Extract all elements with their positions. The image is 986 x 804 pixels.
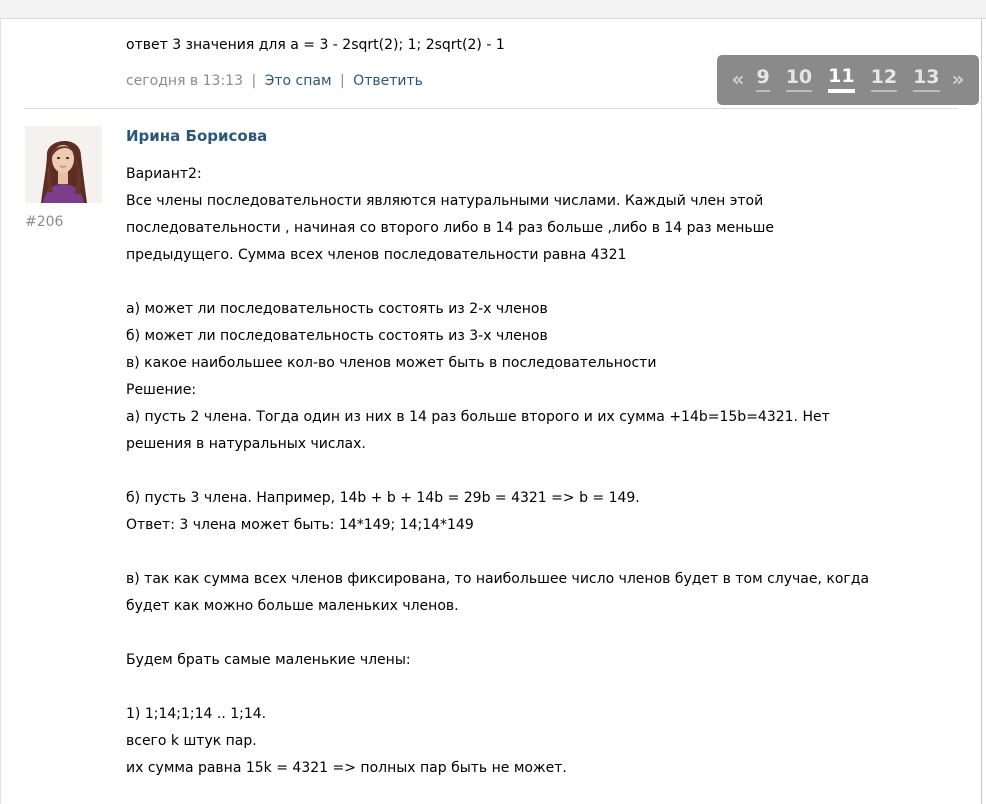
post-line (126, 674, 946, 701)
next-page-arrow[interactable]: » (951, 66, 965, 91)
post-line: Вариант2: (126, 166, 202, 182)
post-line: их сумма равна 15k = 4321 => полных пар быть не может. (126, 760, 567, 776)
post-line: Будем брать самые маленькие члены: (126, 652, 411, 668)
post-line: предыдущего. Сумма всех членов последовательности равна 4321 (126, 247, 627, 263)
browser-top-bar (0, 0, 986, 19)
post-line: будет как можно больше маленьких членов. (126, 598, 459, 614)
previous-comment-meta (126, 72, 423, 90)
post-line: последовательности , начиная со второго либо в 14 раз больше ,либо в 14 раз меньше (126, 220, 775, 236)
post-line: а) пусть 2 члена. Тогда один из них в 14 раз больше второго и их сумма +14b=15b=4321. Нет (126, 409, 830, 425)
previous-comment-text: ответ 3 значения для a = 3 - 2sqrt(2); 1; 2sqrt(2) - 1 (126, 37, 505, 53)
page-link-9[interactable]: 9 (756, 66, 769, 92)
post-line (126, 458, 946, 485)
page-link-10[interactable]: 10 (786, 66, 812, 92)
author-name-link[interactable]: Ирина Борисова (126, 127, 268, 145)
post-line: Решение: (126, 382, 197, 398)
user-avatar-photo-icon (25, 126, 102, 203)
page-link-13[interactable]: 13 (913, 66, 939, 92)
meta-separator: | (340, 73, 345, 89)
post-line: Все члены последовательности являются натуральными числами. Каждый член этой (126, 193, 764, 209)
spam-link[interactable]: Это спам (264, 73, 332, 89)
meta-separator: | (251, 73, 257, 89)
post-line: в) так как сумма всех членов фиксирована, то наибольшее число членов будет в том случае, когда (126, 571, 870, 587)
post-line: решения в натуральных числах. (126, 436, 366, 452)
post-line (126, 269, 946, 296)
prev-page-arrow[interactable]: « (731, 66, 745, 91)
pagination (717, 55, 979, 105)
post-line: всего k штук пар. (126, 733, 257, 749)
avatar[interactable] (25, 126, 102, 203)
reply-link[interactable]: Ответить (353, 73, 423, 89)
page-link-12[interactable]: 12 (871, 66, 897, 92)
post-line: Ответ: 3 члена может быть: 14*149; 14;14*149 (126, 517, 474, 533)
post-line: б) пусть 3 члена. Например, 14b + b + 14b = 29b = 4321 => b = 149. (126, 490, 640, 506)
post-body (126, 161, 946, 782)
post-number[interactable]: #206 (25, 214, 64, 230)
post-line: в) какое наибольшее кол-во членов может быть в последовательности (126, 355, 657, 371)
comment-divider (24, 108, 958, 109)
comment-timestamp: сегодня в 13:13 (126, 73, 243, 89)
post-line: б) может ли последовательность состоять из 3-х членов (126, 328, 548, 344)
post-line (126, 620, 946, 647)
post-line: а) может ли последовательность состоять из 2-х членов (126, 301, 548, 317)
post-line: 1) 1;14;1;14 .. 1;14. (126, 706, 267, 722)
post-line (126, 539, 946, 566)
page-link-current[interactable]: 11 (828, 65, 854, 93)
